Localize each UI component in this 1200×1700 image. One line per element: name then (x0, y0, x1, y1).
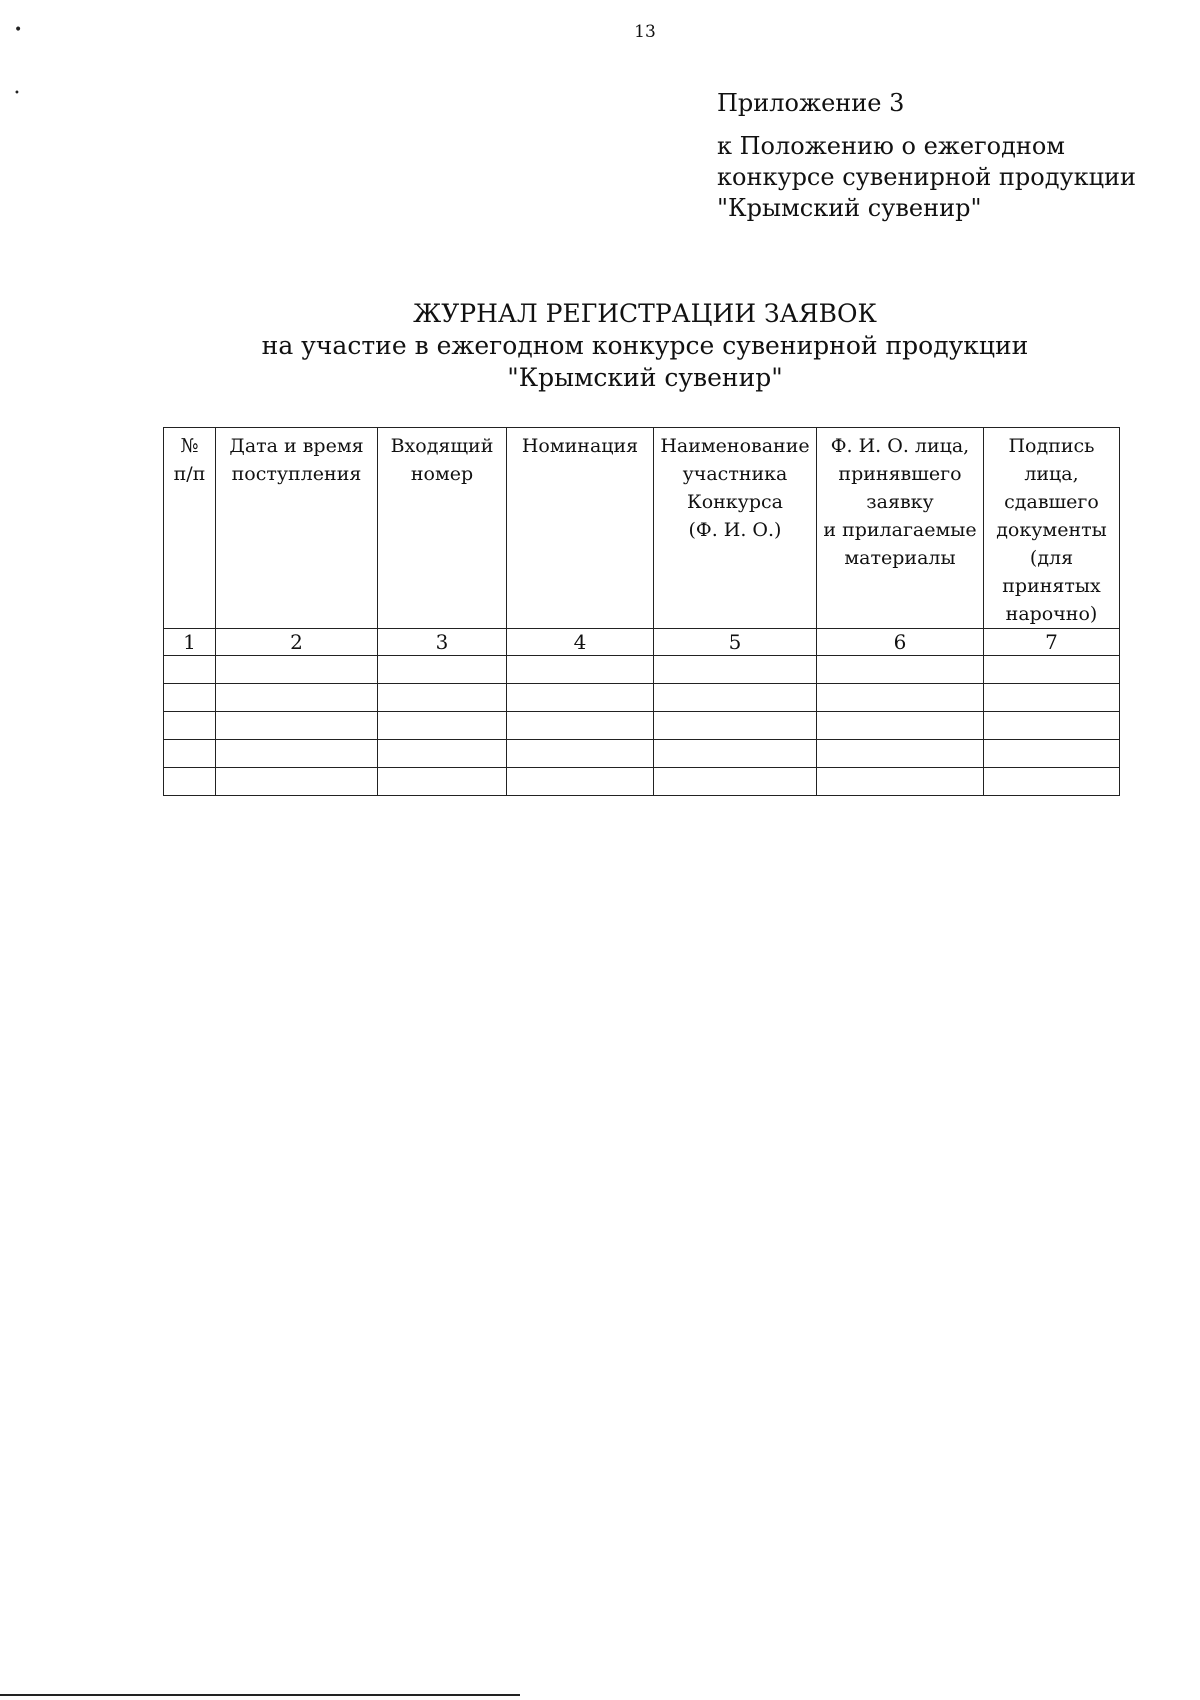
appendix-line: "Крымский сувенир" (717, 194, 982, 222)
column-number: 3 (378, 629, 507, 656)
table-cell (507, 712, 654, 740)
table-cell (216, 684, 378, 712)
table-cell (378, 768, 507, 796)
appendix-line: конкурсе сувенирной продукции (717, 163, 1137, 191)
table-cell (654, 684, 817, 712)
table-cell (654, 656, 817, 684)
table-cell (817, 684, 984, 712)
table-row (164, 768, 1120, 796)
table-cell (984, 712, 1120, 740)
table-cell (164, 684, 216, 712)
scan-mark-top: • (14, 22, 23, 38)
header-incoming-number: Входящий номер (378, 428, 507, 629)
registration-table (163, 427, 1120, 796)
journal-title: ЖУРНАЛ РЕГИСТРАЦИИ ЗАЯВОК (413, 299, 877, 328)
table-cell (817, 656, 984, 684)
table-cell (216, 740, 378, 768)
appendix-title: Приложение 3 (717, 89, 905, 117)
table-cell (378, 684, 507, 712)
column-number: 5 (654, 629, 817, 656)
header-receiver-name: Ф. И. О. лица, принявшего заявку и прилагаемые материалы (817, 428, 984, 629)
table-cell (378, 712, 507, 740)
table-cell (654, 740, 817, 768)
table-cell (817, 712, 984, 740)
table-cell (164, 768, 216, 796)
table-row (164, 712, 1120, 740)
column-number: 2 (216, 629, 378, 656)
table-cell (507, 684, 654, 712)
journal-subtitle-line: на участие в ежегодном конкурсе сувенирной продукции (261, 331, 1029, 360)
table-cell (654, 768, 817, 796)
column-number: 4 (507, 629, 654, 656)
header-signature: Подпись лица, сдавшего документы (для принятых нарочно) (984, 428, 1120, 629)
table-cell (507, 656, 654, 684)
table-cell (164, 740, 216, 768)
table-cell (817, 740, 984, 768)
header-date-time: Дата и время поступления (216, 428, 378, 629)
table-header-row (164, 428, 1120, 629)
table-cell (378, 740, 507, 768)
scan-mark-second: • (14, 88, 20, 99)
table-cell (378, 656, 507, 684)
table-row (164, 656, 1120, 684)
table-cell (216, 656, 378, 684)
header-number: № п/п (164, 428, 216, 629)
header-participant-name: Наименование участника Конкурса (Ф. И. О.) (654, 428, 817, 629)
column-number: 1 (164, 629, 216, 656)
column-number: 7 (984, 629, 1120, 656)
table-cell (984, 740, 1120, 768)
header-nomination: Номинация (507, 428, 654, 629)
column-number-row (164, 629, 1120, 656)
table-cell (984, 768, 1120, 796)
table-cell (507, 768, 654, 796)
table-cell (984, 656, 1120, 684)
table-cell (164, 656, 216, 684)
table-cell (817, 768, 984, 796)
table-cell (164, 712, 216, 740)
column-number: 6 (817, 629, 984, 656)
appendix-block (717, 88, 1157, 224)
table-cell (507, 740, 654, 768)
table-cell (984, 684, 1120, 712)
table-row (164, 740, 1120, 768)
journal-heading (0, 298, 1200, 394)
table-cell (216, 712, 378, 740)
table-cell (216, 768, 378, 796)
page-number: 13 (634, 22, 656, 42)
footer-rule (0, 1694, 520, 1696)
journal-subtitle-line: "Крымский сувенир" (507, 363, 783, 392)
table-cell (654, 712, 817, 740)
table-row (164, 684, 1120, 712)
appendix-line: к Положению о ежегодном (717, 132, 1065, 160)
